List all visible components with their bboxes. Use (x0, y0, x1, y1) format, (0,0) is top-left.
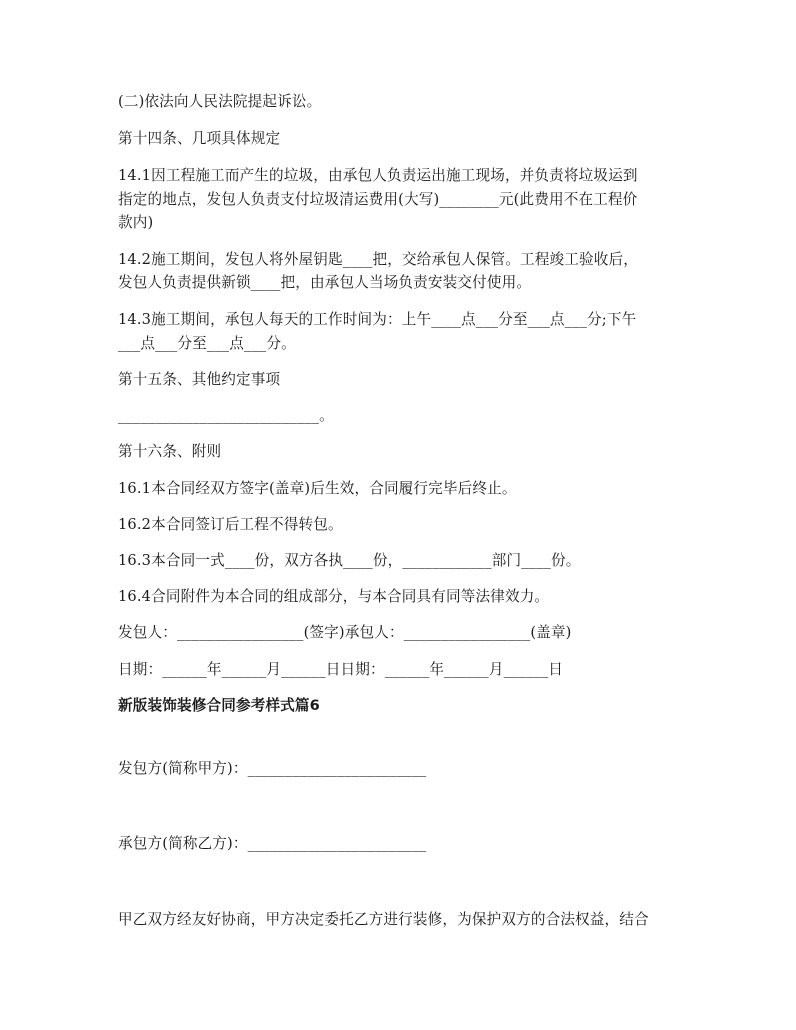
clause-14-1-line3: 款内) (118, 214, 154, 231)
clause-14-1-line1: 14.1因工程施工而产生的垃圾，由承包人负责运出施工现场，并负责将垃圾运到 (118, 167, 638, 184)
article-15-title: 第十五条、其他约定事项 (118, 371, 281, 388)
article-15-blank: ___________________________。 (118, 407, 334, 424)
party-b-line: 承包方(简称乙方)：________________________ (118, 835, 427, 852)
article-16-title: 第十六条、附则 (118, 443, 222, 460)
clause-16-4: 16.4合同附件为本合同的组成部分，与本合同具有同等法律效力。 (118, 588, 550, 605)
closing-paragraph: 甲乙双方经友好协商，甲方决定委托乙方进行装修，为保护双方的合法权益，结合 (118, 911, 649, 928)
text-line-litigation: (二)依法向人民法院提起诉讼。 (118, 93, 322, 110)
clause-16-3: 16.3本合同一式____份，双方各执____份，____________部门____份。 (118, 552, 581, 569)
clause-14-2-line1: 14.2施工期间，发包人将外屋钥匙____把，交给承包人保管。工程竣工验收后， (118, 251, 638, 268)
article-14-title: 第十四条、几项具体规定 (118, 130, 281, 147)
signature-line: 发包人：_________________(签字)承包人：_________________(盖章) (118, 624, 572, 641)
clause-16-2: 16.2本合同签订后工程不得转包。 (118, 516, 343, 533)
clause-14-3-line2: ___点___分至___点___分。 (118, 335, 296, 352)
section-heading: 新版装饰装修合同参考样式篇6 (118, 697, 320, 714)
party-a-line: 发包方(简称甲方)：________________________ (118, 760, 427, 777)
clause-16-1: 16.1本合同经双方签字(盖章)后生效，合同履行完毕后终止。 (118, 480, 517, 497)
clause-14-2-line2: 发包人负责提供新锁____把，由承包人当场负责安装交付使用。 (118, 274, 532, 291)
clause-14-3-line1: 14.3施工期间，承包人每天的工作时间为：上午____点___分至___点___分;下午 (118, 311, 637, 328)
clause-14-1-line2: 指定的地点，发包人负责支付垃圾清运费用(大写)________元(此费用不在工程价 (118, 191, 638, 208)
date-line: 日期：______年______月______日日期：______年______月______日 (118, 661, 564, 678)
